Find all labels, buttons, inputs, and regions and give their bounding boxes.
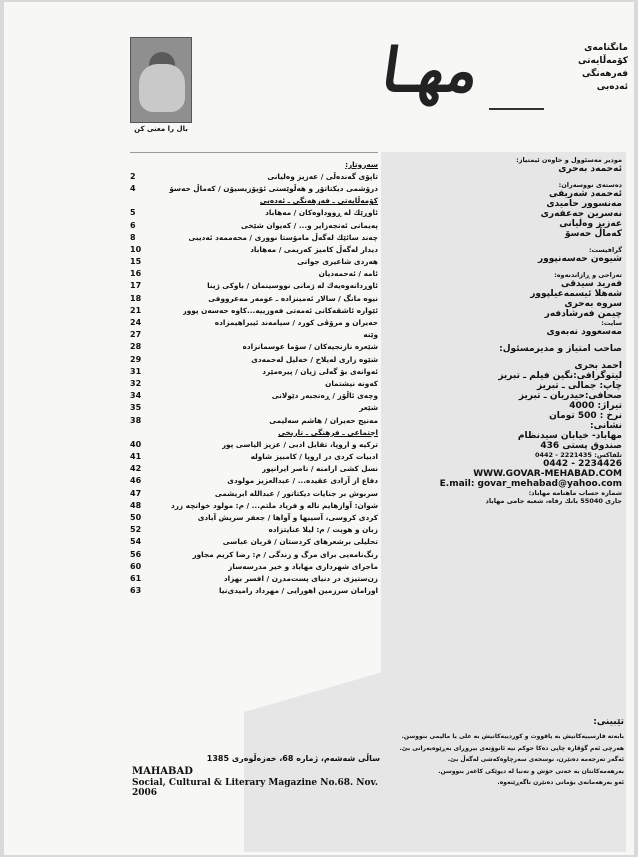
toc-page-number: 60 bbox=[130, 561, 142, 571]
masthead-value: شەهلا ئیسمەعیلپوور bbox=[530, 289, 622, 299]
toc-row bbox=[130, 536, 378, 548]
toc-page-number: 8 bbox=[130, 232, 136, 242]
descriptor-line: ئەدەبی bbox=[596, 82, 628, 92]
toc-title: تحلیلی برشعرهای کردستان / قربان عباسی bbox=[222, 537, 378, 547]
toc-title: شێعرە نازنجیەکان / سۆما عوسمانزادە bbox=[242, 342, 378, 352]
magazine-page bbox=[4, 2, 634, 855]
toc-row bbox=[130, 195, 378, 207]
note-line: بەرهەمەکانتان بە خەتی خۆش و تەنیا لە دیوێکی کاغەز بنووسن. bbox=[438, 767, 624, 775]
toc-page-number: 46 bbox=[130, 476, 142, 486]
toc-page-number: 56 bbox=[130, 549, 142, 559]
toc-page-number: 4 bbox=[130, 183, 136, 193]
masthead-value: 2234426 - 0442 bbox=[543, 459, 622, 469]
toc-title: ئامە / ئەحمەدیان bbox=[318, 269, 378, 279]
toc-title: نسل کشی ارامنه / ناصر ایرانپور bbox=[261, 464, 378, 474]
toc-title: وێنە bbox=[363, 330, 378, 340]
spacer bbox=[386, 354, 622, 361]
masthead-value: نشانی: bbox=[589, 421, 622, 431]
masthead-value: نرخ : 500 تومان bbox=[549, 411, 622, 421]
diagonal-background bbox=[244, 602, 626, 712]
masthead-label: مودیر مەسئوول و خاوەن ئیمتیاز: bbox=[516, 156, 622, 164]
toc-row bbox=[130, 365, 378, 377]
toc-title: زبان و هویت / م: لیلا عنایتزاده bbox=[268, 525, 378, 535]
toc-row bbox=[130, 390, 378, 402]
spacer bbox=[386, 174, 622, 181]
toc-page-number: 15 bbox=[130, 257, 142, 267]
toc-page-number: 63 bbox=[130, 586, 142, 596]
toc-title: ماجرای شهرداری مهاباد و خیر مدرسه‌ساز bbox=[228, 561, 378, 571]
notes-section bbox=[384, 717, 624, 789]
masthead-value: E.mail: govar_mehabad@yahoo.com bbox=[439, 479, 622, 489]
masthead bbox=[386, 156, 622, 505]
toc-page-number: 10 bbox=[130, 244, 142, 254]
mahabad-logo bbox=[377, 36, 484, 116]
toc-title: شێوە زاری لەیلاخ / خەلیل لەحمەدی bbox=[251, 354, 378, 364]
masthead-value: لیتوگرافی:نگین فیلم ـ تبریز bbox=[498, 371, 622, 381]
toc-title: ادبیات کردی در اروپا / کامبیز شاوله bbox=[250, 452, 378, 462]
toc-section-heading: اجتماعی ـ فرهنگی ـ تاریخی bbox=[278, 427, 378, 437]
toc-row bbox=[130, 316, 378, 328]
masthead-value: WWW.GOVAR-MEHABAD.COM bbox=[473, 469, 622, 479]
hand-shape bbox=[139, 64, 185, 112]
toc-page-number: 24 bbox=[130, 318, 142, 328]
toc-title: پەیمانی ئەنجەزایر و... / کەیوان شێخی bbox=[241, 220, 378, 230]
masthead-value: چاپ: جمالی ـ تبریز bbox=[537, 381, 622, 391]
toc-row bbox=[130, 170, 378, 182]
spacer bbox=[386, 264, 622, 271]
spacer bbox=[386, 239, 622, 246]
toc-title: سربوش بر جنایات دیکتاتور / عبدالله ابریشمی bbox=[214, 488, 378, 498]
masthead-value: صحافی:حیدریان ـ تبریز bbox=[518, 391, 622, 401]
masthead-value: ئەحمەد شەریفی bbox=[548, 189, 622, 199]
issue-subtitle: Social, Cultural & Literary Magazine No.68. Nov. 2006 bbox=[132, 778, 378, 798]
toc-page-number: 42 bbox=[130, 464, 142, 474]
toc-heading-row bbox=[130, 158, 378, 170]
masthead-label: تلفاکس: 2221435 - 0442 bbox=[534, 451, 622, 459]
toc-row bbox=[130, 499, 378, 511]
toc-page-number: 31 bbox=[130, 366, 142, 376]
toc-row bbox=[130, 182, 378, 194]
toc-row bbox=[130, 402, 378, 414]
masthead-label: جاری 55040 بانك رفاه، شعبه جامی مهاباد bbox=[485, 497, 622, 505]
masthead-label: سایت: bbox=[601, 319, 622, 327]
toc-row bbox=[130, 377, 378, 389]
note-line: هەرچی ئەم گۆڤارە چاپی دەکا حوکم نیە ئانوۆتەی بیروڕای بەڕێوەبەرانی بێ. bbox=[399, 744, 624, 752]
masthead-value: چیمن فەرشادفەر bbox=[544, 309, 622, 319]
toc-title: دیدار لەگەڵ کامیز کەریمی / مەهاباد bbox=[250, 244, 378, 254]
toc-row bbox=[130, 268, 378, 280]
toc-heading: سەروتار: bbox=[345, 159, 378, 169]
toc-row bbox=[130, 511, 378, 523]
masthead-value: نەسرین جەعفەری bbox=[540, 209, 622, 219]
masthead-value: تیراژ: 4000 bbox=[569, 401, 622, 411]
toc-row bbox=[130, 572, 378, 584]
toc-title: ئێوارە ئاشقەکانی ئەمەتی فەوزییە...کاوە حەسەن پوور bbox=[182, 305, 378, 315]
issue-footer bbox=[132, 754, 380, 798]
toc-section-heading: کۆمەڵایەتی ـ فەرهەنگی ـ ئەدەبی bbox=[259, 196, 378, 206]
masthead-value: عەزیز وەلیانی bbox=[559, 219, 622, 229]
toc-row bbox=[130, 451, 378, 463]
masthead-value: ئەحمەد بەحری bbox=[558, 164, 622, 174]
toc-row bbox=[130, 256, 378, 268]
toc-title: شێعر bbox=[359, 403, 378, 413]
toc-page-number: 41 bbox=[130, 452, 142, 462]
toc-row bbox=[130, 280, 378, 292]
toc-title: شوان: آوازهایم ناله و فریاد ملتم... / م: مولود خوانچه زرد bbox=[170, 500, 378, 510]
cover-photo bbox=[130, 37, 192, 123]
toc-row bbox=[130, 524, 378, 536]
toc-row bbox=[130, 475, 378, 487]
toc-title: ئەوانەی بۆ گەلی ژیان / پیرەمێرد bbox=[262, 366, 378, 376]
toc-row bbox=[130, 341, 378, 353]
toc-row bbox=[130, 231, 378, 243]
toc-title: زن‌ستیزی در دنیای پست‌مدرن / افسر بهزاد bbox=[223, 573, 378, 583]
toc-row bbox=[130, 463, 378, 475]
toc-title: کردی کروسی، آسیبها و آواها / جعفر سریش آبادی bbox=[197, 513, 378, 523]
toc-title: دفاع از آزادی عقیده... / عبدالعزیز مولودی bbox=[227, 476, 378, 486]
masthead-value: کەماڵ حەسۆ bbox=[564, 229, 622, 239]
toc-row bbox=[130, 329, 378, 341]
toc-row bbox=[130, 353, 378, 365]
toc-title: مەنیج حەیران / هاشم سەلیمی bbox=[269, 415, 378, 425]
table-of-contents bbox=[130, 158, 378, 597]
toc-title: وچەی ئاڵۆز / ڕەنجبەر دێولانی bbox=[271, 391, 378, 401]
masthead-value: فەرید سیدقی bbox=[561, 279, 622, 289]
toc-title: تاپۆی گەندەڵی / عەزیز وەلیانی bbox=[267, 171, 378, 181]
toc-page-number: 35 bbox=[130, 403, 142, 413]
issue-kurdish: ساڵی شەشەم، ژمارە 68، خەزەڵوەری 1385 bbox=[206, 754, 380, 763]
toc-page-number: 21 bbox=[130, 305, 142, 315]
toc-title: ئاوڕدانەوەیەك لە ژمانی نووسینمان / باوکی ژینا bbox=[207, 281, 378, 291]
issue-title: MAHABAD bbox=[132, 766, 193, 777]
toc-page-number: 50 bbox=[130, 513, 142, 523]
toc-page-number: 18 bbox=[130, 293, 142, 303]
toc-title: کەونە نیشتمان bbox=[325, 378, 378, 388]
masthead-value: شیوەن حەسەنپوور bbox=[537, 254, 622, 264]
toc-page-number: 17 bbox=[130, 281, 142, 291]
masthead-value: مەسعوود نەبەوی bbox=[546, 327, 622, 337]
toc-page-number: 48 bbox=[130, 500, 142, 510]
toc-row bbox=[130, 438, 378, 450]
toc-row bbox=[130, 292, 378, 304]
masthead-value: صندوق پستی 436 bbox=[540, 441, 622, 451]
masthead-label: گرافیست: bbox=[588, 246, 622, 254]
toc-row bbox=[130, 585, 378, 597]
toc-page-number: 27 bbox=[130, 330, 142, 340]
toc-row bbox=[130, 487, 378, 499]
toc-title: اورامان سرزمین اهورایی / مهرداد رامیدی‌نیا bbox=[219, 586, 378, 596]
toc-page-number: 47 bbox=[130, 488, 142, 498]
masthead-value: احمد بحری bbox=[574, 361, 622, 371]
toc-title: رنگ‌نامەیی برای مرگ و زندگی / م: رضا کریم مجاور bbox=[192, 549, 378, 559]
descriptor-line: مانگنامەی bbox=[584, 43, 628, 53]
toc-row bbox=[130, 207, 378, 219]
toc-row bbox=[130, 219, 378, 231]
masthead-value: مهاباد- خیابان سیدنظام bbox=[517, 431, 622, 441]
descriptor-line: کۆمەڵایەتی bbox=[578, 56, 628, 66]
toc-title: هەردی شاعیری جوانی bbox=[297, 257, 378, 267]
toc-page-number: 2 bbox=[130, 171, 136, 181]
toc-row bbox=[130, 548, 378, 560]
toc-row bbox=[130, 414, 378, 426]
photo-caption: بال را معنی کن bbox=[134, 125, 188, 133]
masthead-value: صاحب امتیاز و مدیرمسئول: bbox=[499, 344, 622, 354]
toc-row bbox=[130, 243, 378, 255]
masthead-value: مەنسوور حامیدی bbox=[546, 199, 622, 209]
toc-row bbox=[130, 560, 378, 572]
notes-heading: تێبینی: bbox=[593, 717, 624, 727]
toc-title: نیوە مانگ / سالار ئەمینزادە ـ عومەر مەعرووفی bbox=[208, 293, 378, 303]
divider bbox=[130, 142, 378, 153]
toc-page-number: 5 bbox=[130, 208, 136, 218]
toc-page-number: 61 bbox=[130, 573, 142, 583]
signature-stamp bbox=[489, 84, 544, 110]
toc-page-number: 6 bbox=[130, 220, 136, 230]
toc-page-number: 16 bbox=[130, 269, 142, 279]
toc-title: چەند سائێك لەگەڵ مامۆستا نووری / محەممەد ئەدیبی bbox=[188, 232, 378, 242]
toc-page-number: 52 bbox=[130, 525, 142, 535]
toc-row bbox=[130, 304, 378, 316]
toc-title: ترکیه و اروپا، تقابل ادبی / عزیز الیاسی پور bbox=[221, 439, 378, 449]
toc-page-number: 29 bbox=[130, 354, 142, 364]
note-line: ئەگەر تەرجەمە دەنێرن، نوسخەی سەرچاوەکەشی لەگەڵ بێ. bbox=[447, 756, 624, 763]
toc-page-number: 54 bbox=[130, 537, 142, 547]
masthead-label: تەراحی و ڕازاندنەوە: bbox=[554, 271, 622, 279]
toc-page-number: 32 bbox=[130, 378, 142, 388]
masthead-label: شمارە حساب ماهنامە مهاباد: bbox=[528, 489, 622, 497]
descriptor-line: فەرهەنگی bbox=[582, 69, 628, 79]
toc-page-number: 28 bbox=[130, 342, 142, 352]
toc-title: ئاوڕێك لە ڕووداوەکان / مەهاباد bbox=[265, 208, 378, 218]
toc-title: حەیران و مرۆڤی کورد / سیامەند ئیبراهیمزادە bbox=[214, 318, 378, 328]
toc-row bbox=[130, 426, 378, 438]
toc-page-number: 34 bbox=[130, 391, 142, 401]
toc-page-number: 40 bbox=[130, 439, 142, 449]
toc-page-number: 38 bbox=[130, 415, 142, 425]
note-line: بابەتە فارسییەکانیش بە یاقووت و کوردییەکانیش بە علی یا مالیمی بنووسن. bbox=[401, 733, 624, 740]
spacer bbox=[386, 337, 622, 344]
masthead-label: دەستەی نووسەران: bbox=[558, 181, 622, 189]
logo-calligraphy: ﻣﻬـﺎ bbox=[377, 36, 484, 106]
magazine-descriptor bbox=[544, 42, 628, 94]
toc-title: درۆشمی دیکتاتۆر و هەڵوێستی ئۆپۆزیسیۆن / کەماڵ حەسۆ bbox=[169, 183, 378, 193]
note-line: ئەو بەرهەمانەی بۆمانی دەنێرن ناگەڕێنەوە. bbox=[497, 779, 624, 786]
masthead-value: سروە بەحری bbox=[564, 299, 622, 309]
